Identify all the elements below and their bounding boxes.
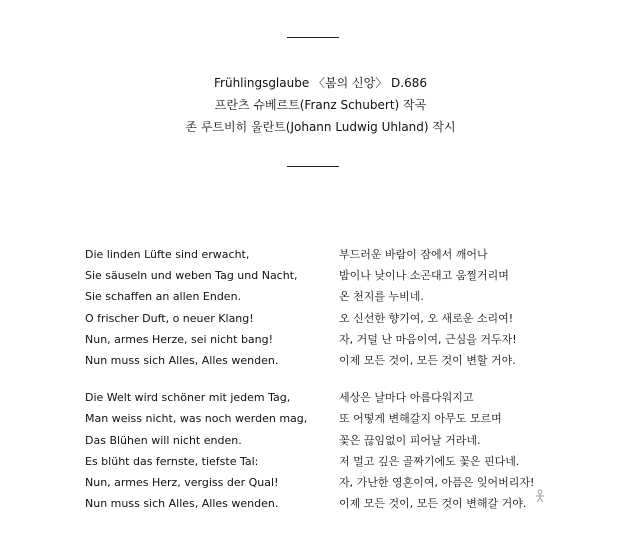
song-title: Frühlingsglaube 〈봄의 신앙〉 D.686	[214, 76, 427, 90]
korean-line: 오 신선한 향기여, 오 새로운 소리여!	[339, 311, 514, 325]
korean-line: 온 천지를 누비네.	[339, 290, 424, 304]
figure-icon	[533, 489, 547, 503]
korean-line: 밤이나 낮이나 소곤대고 움찔거리며	[339, 269, 509, 283]
german-line: Die linden Lüfte sind erwacht,	[85, 248, 250, 261]
german-line: Nun muss sich Alles, Alles wenden.	[85, 497, 279, 511]
song-header	[0, 72, 641, 138]
bottom-divider	[287, 166, 339, 167]
korean-line: 이제 모든 것이, 모든 것이 변해갈 거야.	[339, 497, 527, 511]
german-line: Das Blühen will nicht enden.	[85, 433, 242, 447]
korean-line: 자, 가난한 영혼이여, 아픔은 잊어버리자!	[339, 475, 535, 489]
german-line: Sie schaffen an allen Enden.	[85, 290, 242, 304]
korean-line: 꽃은 끊임없이 피어날 거라네.	[339, 433, 481, 447]
german-line: Nun, armes Herz, vergiss der Qual!	[85, 475, 279, 489]
korean-line: 자, 거덜 난 마음이여, 근심을 거두자!	[339, 332, 517, 346]
korean-line: 이제 모든 것이, 모든 것이 변할 거야.	[339, 353, 516, 367]
top-divider	[287, 37, 339, 38]
german-line: Nun muss sich Alles, Alles wenden.	[85, 353, 279, 367]
german-line: O frischer Duft, o neuer Klang!	[85, 311, 254, 325]
lyricist-credit: 존 루트비히 울란트(Johann Ludwig Uhland) 작시	[185, 120, 456, 134]
german-line: Man weiss nicht, was noch werden mag,	[85, 412, 308, 426]
korean-translation	[339, 244, 619, 514]
composer-credit: 프란츠 슈베르트(Franz Schubert) 작곡	[214, 98, 427, 112]
german-line: Nun, armes Herze, sei nicht bang!	[85, 332, 274, 346]
korean-line: 저 멀고 깊은 골짜기에도 꽃은 핀다네.	[339, 454, 520, 468]
german-line: Die Welt wird schöner mit jedem Tag,	[85, 391, 291, 405]
korean-line: 부드러운 바람이 잠에서 깨어나	[339, 248, 488, 261]
german-line: Es blüht das fernste, tiefste Tal:	[85, 454, 259, 468]
korean-line: 세상은 날마다 아름다워지고	[339, 391, 474, 405]
stanza-gap	[339, 371, 619, 387]
korean-line: 또 어떻게 변해갈지 아무도 모르며	[339, 412, 502, 426]
stanza-gap	[85, 371, 325, 387]
german-lyrics	[85, 244, 325, 514]
german-line: Sie säuseln und weben Tag und Nacht,	[85, 269, 298, 283]
